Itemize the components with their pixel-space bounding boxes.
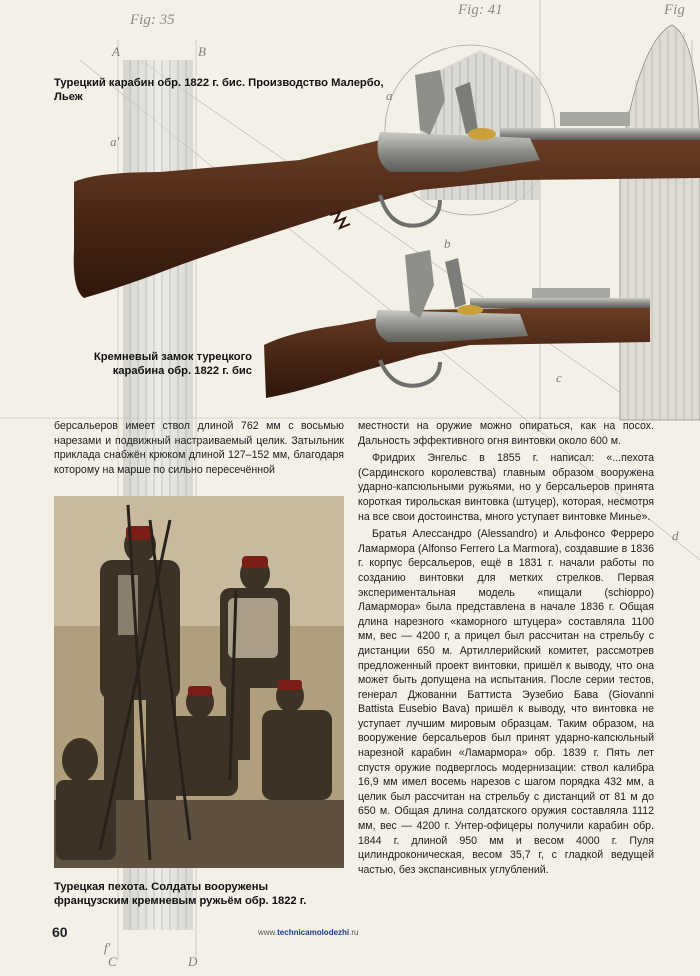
right-paragraph-1: местности на оружие можно опираться, как на посох. Дальность эффективного огня винтовки около 600 м. — [358, 420, 654, 447]
carbine-caption: Турецкий карабин обр. 1822 г. бис. Производство Малербо, Льеж — [54, 77, 384, 103]
url-suffix: .ru — [349, 928, 359, 937]
photo-caption: Турецкая пехота. Солдаты вооружены французским кремневым ружьём обр. 1822 г. — [54, 881, 307, 907]
diagram-letter-a: a — [386, 88, 393, 103]
diagram-letter-D: D — [188, 954, 198, 969]
left-paragraph: берсальеров имеет ствол длиной 762 мм с восьмью нарезами и подвижный настраиваемый целик. Затыльник приклада снабжён крюком длиной 127–152 мм, благодаря которому на марше по сильно пересечённой — [54, 420, 344, 476]
infantry-photograph — [54, 496, 344, 868]
diagram-letter-f-prime: f' — [104, 940, 111, 955]
diagram-letter-C: C — [108, 954, 117, 969]
left-column-text — [54, 419, 344, 477]
diagram-letter-c: c — [556, 370, 562, 385]
url-brand: technicamolodezhi — [277, 928, 350, 937]
diagram-letter-B: B — [198, 44, 206, 59]
figure-label-41: Fig: 41 — [458, 2, 503, 18]
page-number: 60 — [52, 924, 68, 940]
diagram-letter-a-prime: a' — [110, 134, 120, 149]
right-paragraph-3: Братья Алессандро (Alessandro) и Альфонсо Ферреро Ламармора (Alfonso Ferrero La Marmora), создавшие в 1836 г. корпус берсальеров, ещё в 1831 г. начали работы по созданию винтовки для метких стрелков. Первая экспериментальная модель «пищали (schioppo) Ламармора» была представлена в начале 1836 г. Общая длина нарезного «каморного штуцера» составляла 1100 мм, вес — 4200 г, а прицел был рассчитан на стрельбу с дистанции 650 м. Артиллерийский комитет, рассмотрев предложенный проект винтовки, пришёл к выводу, что она может быть допущена на испытания. После серии тестов, генерал Джованни Баттиста Эузебио Бава (Giovanni Battista Eusebio Bava) пришёл к выводу, что винтовка не уступает лучшим мировым образцам. Таким образом, на вооружение берсальеров был принят ударно-капсюльный нарезной карабин «Ламармора» обр. 1839 г. Пять лет спустя оружие подверглось модернизации: ствол калибра 16,9 мм имел восемь нарезов с шагом порядка 432 мм, а целик был рассчитан на стрельбу с дистанций от 81 м до 650 м. Общая длина солдатского оружия составляла 1112 мм, вес — 4200 г. Унтер-офицеры получили карабин обр. 1844 г. длиной 950 мм и весом 4000 г. Пуля цилиндроконическая, весом 35,7 г, с гладкой ведущей частью, без экспансивных углублений. — [358, 528, 654, 876]
diagram-letter-A: A — [112, 44, 120, 59]
flintlock-carbine-image — [264, 250, 650, 398]
flintlock-caption: Кремневый замок турецкого карабина обр. 1822 г. бис — [93, 351, 252, 377]
footer-url — [258, 928, 358, 937]
right-column-text — [358, 419, 654, 877]
right-paragraph-2: Фридрих Энгельс в 1855 г. написал: «...пехота (Сардинского королевства) главным образом вооружена ударно-капсюльными ружьями, но у берсальеров принята короткая тирольская винтовка (штуцер), которая, несмотря на все свои достоинства, много уступает винтовке Минье». — [358, 452, 654, 523]
figure-label-right: Fig — [664, 2, 685, 18]
figure-label-35: Fig: 35 — [130, 12, 175, 28]
diagram-letter-d: d — [672, 528, 679, 543]
diagram-letter-b: b — [444, 236, 451, 251]
url-prefix: www. — [258, 928, 278, 937]
bullet-drawing — [620, 25, 700, 420]
